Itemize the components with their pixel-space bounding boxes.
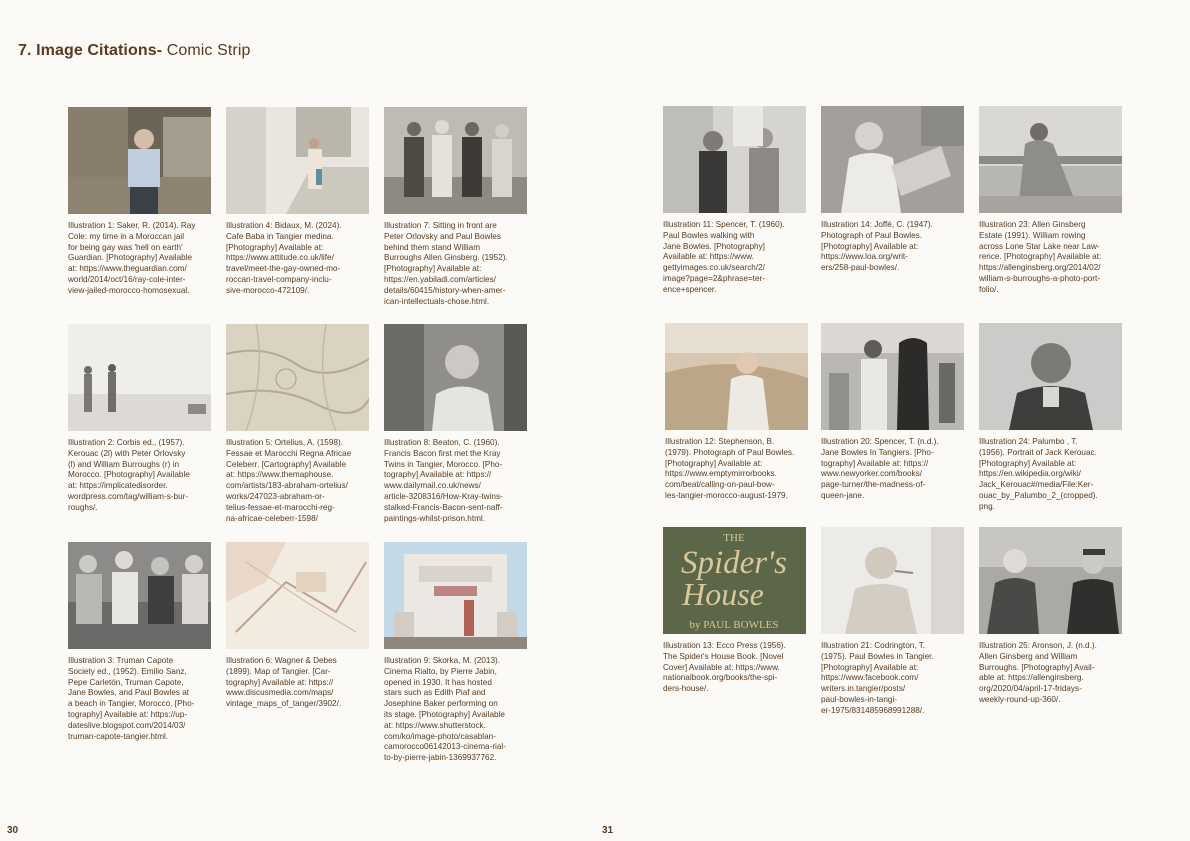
caption: Illustration 13: Ecco Press (1956). The Spider's House Book. [Novel Cover] Available at: https://www. nationalbook.org/books/the-spi- ders-house/. xyxy=(663,641,786,694)
photo-cafe-baba xyxy=(226,107,369,214)
citation-card xyxy=(226,324,369,524)
citation-card xyxy=(384,324,527,524)
photo-ortelius-map xyxy=(226,324,369,431)
heading-bold: 7. Image Citations- xyxy=(18,42,163,59)
citation-card xyxy=(68,107,211,297)
caption: Illustration 8: Beaton, C. (1960). Francis Bacon first met the Kray Twins in Tangier, Morocco. [Pho- tography] Available at: https:// www.dailymail.co.uk/news/ article-3208316/How-Kray-twins- stalked-Francis-Bacon-sent-naff- paintings-whilst-prison.html. xyxy=(384,438,503,523)
photo-bowles-walking xyxy=(663,106,806,213)
citation-card xyxy=(665,323,808,502)
photo-beach-trio xyxy=(68,324,211,431)
citation-card xyxy=(979,323,1122,513)
photo-tangier-map xyxy=(226,542,369,649)
caption: Illustration 2: Corbis ed., (1957). Kerouac (2l) with Peter Orlovsky (l) and William Burroughs (r) in Morocco. [Photography] Available at: https://implicatedisorder. wordpress.com/tag/william-s-bur- roughs/. xyxy=(68,438,190,512)
cover-title-house: House xyxy=(682,576,764,612)
photo-francis-bacon xyxy=(384,324,527,431)
photo-jane-bowles xyxy=(821,323,964,430)
caption: Illustration 14: Joffé, C. (1947). Photograph of Paul Bowles. [Photography] Available at: https://www.loa.org/writ- ers/258-paul-bowles/. xyxy=(821,220,933,273)
photo-spiders-house-cover xyxy=(663,527,806,634)
caption: Illustration 21: Codrington, T. (1975). Paul Bowles in Tangier. [Photography] Available at: https://www.facebook.com/ writers.in.tangier/posts/ paul-bowles-in-tangi- er-1975/831485968991288/. xyxy=(821,641,934,715)
caption: Illustration 11: Spencer, T. (1960). Paul Bowles walking with Jane Bowles. [Photography] Available at: https://www. gettyimages.co.uk/search/2/ image?page=2&phrase=ter- ence+spencer. xyxy=(663,220,785,294)
citation-card xyxy=(68,324,211,514)
citation-card xyxy=(663,106,806,296)
caption: Illustration 23: Allen Ginsberg Estate (1991). William rowing across Lone Star Lake near Law- rence. [Photography] Available at: https://allenginsberg.org/2014/02/ william-s-burroughs-a-photo-port- folio/. xyxy=(979,220,1102,294)
caption: Illustration 20: Spencer, T. (n.d.). Jane Bowles In Tangiers. [Pho- tography] Available at: https:// www.newyorker.com/books/ page-turner/the-madness-of- queen-jane. xyxy=(821,437,939,500)
photo-bowles-1979 xyxy=(665,323,808,430)
photo-bowles-1947 xyxy=(821,106,964,213)
caption: Illustration 1: Saker, R. (2014). Ray Cole: my time in a Moroccan jail for being gay was 'hell on earth' Guardian. [Photography] Available at: https://www.theguardian.com/ world/2014/oct/16/ray-cole-inter- view-jailed-morocco-homosexual. xyxy=(68,221,196,295)
citation-card xyxy=(384,542,527,764)
caption: Illustration 7: Sitting in front are Peter Orlovsky and Paul Bowles behind them stand William Burroughs Allen Ginsberg. (1952). [Photography] Available at: https://en.yabiladi.com/articles/ details/60415/history-when-amer- ican-intellectuals-chose.html. xyxy=(384,221,508,306)
citation-card xyxy=(821,323,964,502)
caption: Illustration 9: Skorka, M. (2013). Cinema Rialto, by Pierre Jabin, opened in 1930. It has hosted stars such as Edith Piaf and Josephine Baker performing on its stage. [Photography] Available at: https://www.shutterstock. com/ko/image-photo/casablan- camorocco06142013-cinema-rial- to-by-pierre-jabin-1369937762. xyxy=(384,656,506,763)
citation-card xyxy=(821,106,964,274)
photo-bowles-1975 xyxy=(821,527,964,634)
cover-title-spiders: Spider's xyxy=(680,545,788,581)
citation-card xyxy=(226,542,369,710)
citation-card xyxy=(979,106,1122,296)
photo-ray-cole xyxy=(68,107,211,214)
citation-card xyxy=(384,107,527,307)
caption: Illustration 24: Palumbo , T. (1956). Portrait of Jack Kerouac. [Photography] Available at: https://en.wikipedia.org/wiki/ Jack_Kerouac#/media/File:Ker- ouac_by_Palumbo_2_(cropped). png. xyxy=(979,437,1098,511)
photo-cinema-rialto xyxy=(384,542,527,649)
photo-capote-beach xyxy=(68,542,211,649)
heading-light: Comic Strip xyxy=(162,42,251,59)
citation-card xyxy=(226,107,369,297)
caption: Illustration 6: Wagner & Debes (1899). Map of Tangier. [Car- tography] Available at: https:// www.discusmedia.com/maps/ vintage_maps_of_tanger/3902/. xyxy=(226,656,342,709)
caption: Illustration 3: Truman Capote Society ed., (1952). Emilio Sanz, Pepe Carletón, Truman Capote, Jane Bowles, and Paul Bowles at a beach in Tangier, Morocco. [Pho- tography] Available at: https://up- dateslive.blogspot.com/2014/03/ truman-capote-tangier.html. xyxy=(68,656,195,741)
citation-card xyxy=(821,527,964,717)
caption: Illustration 4: Bidaux, M. (2024). Cafe Baba in Tangier medina. [Photography] Available at: https://www.attitude.co.uk/life/ travel/meet-the-gay-owned-mo- roccan-travel-company-inclu- sive-morocco-472109/. xyxy=(226,221,342,295)
caption: Illustration 25: Aronson, J. (n.d.). Allen Ginsberg and William Burroughs. [Photography] Avail- able at: https://allenginsberg. org/2020/04/april-17-fridays- weekly-round-up-360/. xyxy=(979,641,1097,704)
page-number-left: 30 xyxy=(7,825,19,836)
photo-ginsberg-burroughs xyxy=(979,527,1122,634)
photo-burroughs-rowing xyxy=(979,106,1122,213)
caption: Illustration 5: Ortelius, A. (1598). Fessae et Marocchi Regna Africae Celeberr. [Cartography] Available at: https://www.themaphouse. com/artists/183-abraham-ortelius/ works/247023-abraham-or- telius-fessae-et-marocchi-reg- na-africae-celeberr-1598/ xyxy=(226,438,352,523)
citation-card xyxy=(979,527,1122,706)
caption: Illustration 12: Stephenson, B. (1979). Photograph of Paul Bowles. [Photography] Available at: https://www.emptymirrorbooks. com/beat/calling-on-paul-bow- les-tangier-morocco-august-1979. xyxy=(665,437,795,500)
photo-group-1952 xyxy=(384,107,527,214)
page-number-right: 31 xyxy=(602,825,614,836)
photo-kerouac-portrait xyxy=(979,323,1122,430)
citation-card xyxy=(68,542,211,742)
page-heading xyxy=(18,42,250,60)
cover-title-the: THE xyxy=(723,532,745,544)
cover-author: by PAUL BOWLES xyxy=(689,619,779,631)
citation-card xyxy=(663,527,806,695)
